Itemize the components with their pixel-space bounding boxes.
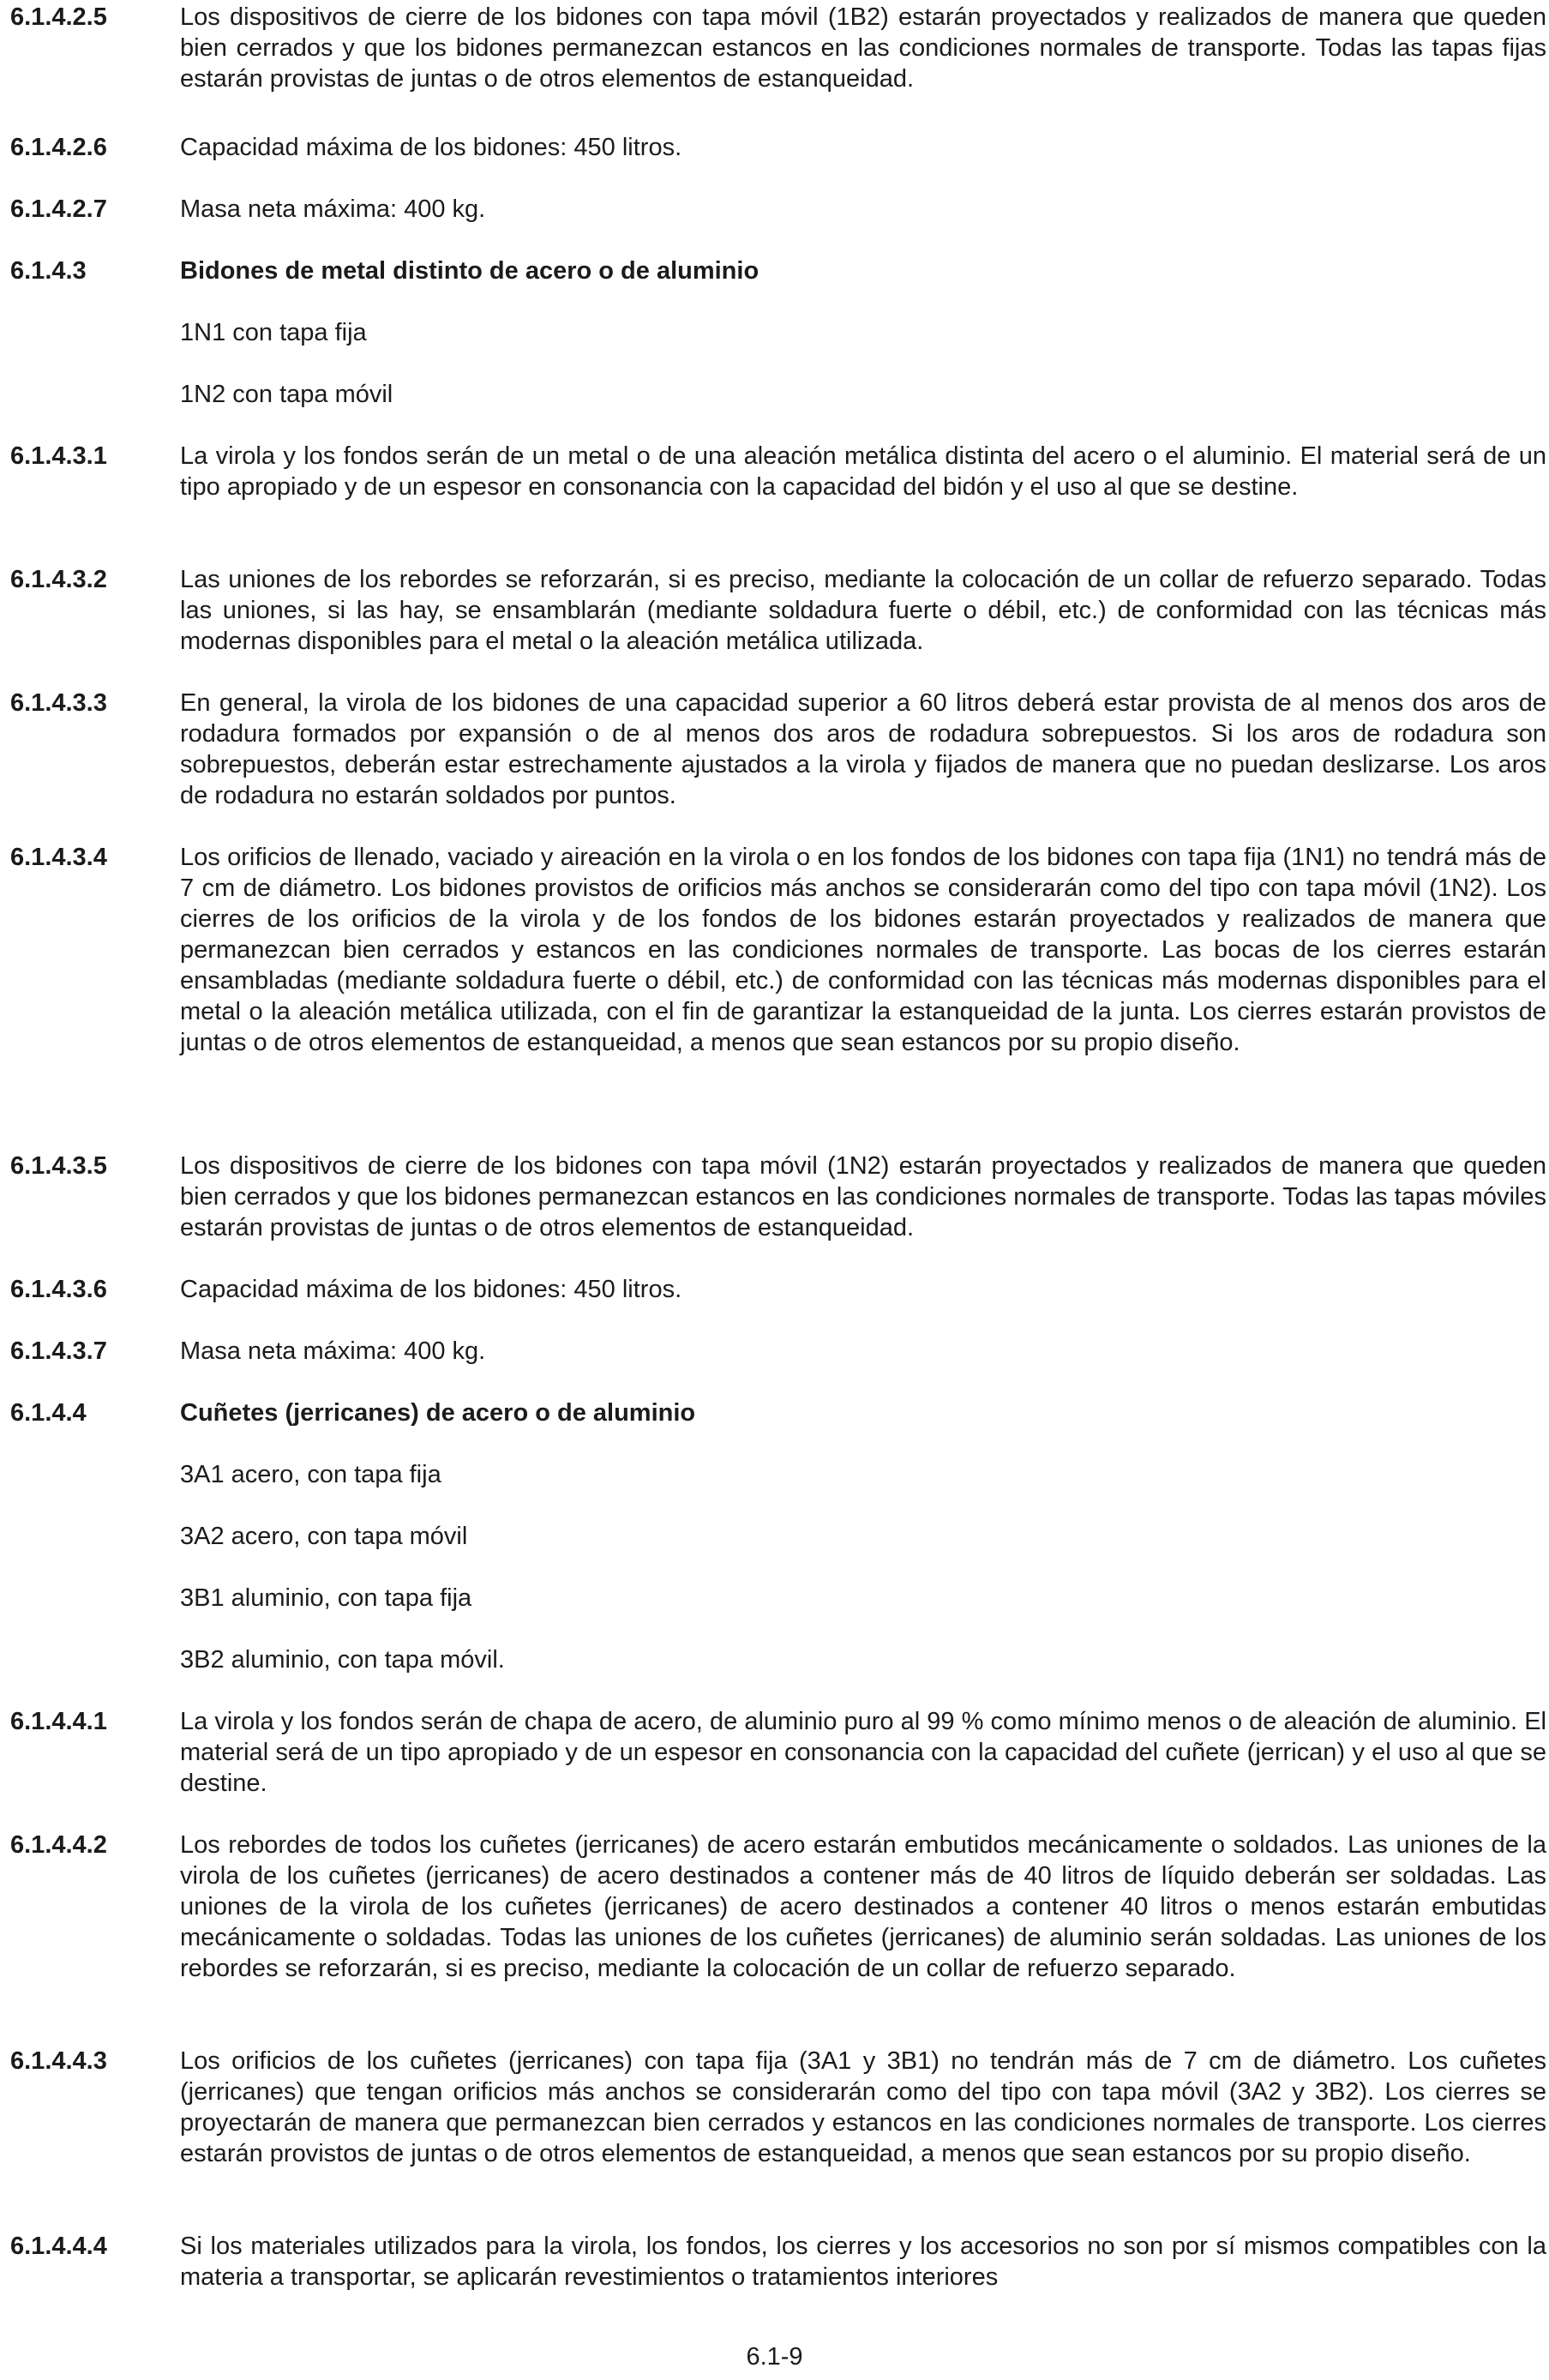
- packaging-code: 3B2 aluminio, con tapa móvil.: [180, 1646, 505, 1674]
- section-6-1-4-3-6: [10, 1274, 1546, 1305]
- section-number: 6.1.4.2.7: [10, 195, 107, 223]
- section-6-1-4-3-7: [10, 1336, 1546, 1367]
- section-text: Masa neta máxima: 400 kg.: [180, 195, 486, 223]
- section-6-1-4-4-4: [10, 2231, 1546, 2293]
- packaging-code: 1N1 con tapa fija: [180, 319, 367, 346]
- section-number: 6.1.4.3.6: [10, 1276, 107, 1303]
- page-number: 6.1-9: [746, 2343, 803, 2371]
- section-6-1-4-2-5: [10, 2, 1546, 94]
- section-number: 6.1.4.3.7: [10, 1337, 107, 1365]
- section-text: Los dispositivos de cierre de los bidones con tapa móvil (1N2) estarán proyectados y realizados de manera que queden bien cerrados y que los bidones permanezcan estancos en las condiciones normales de transporte. Todas las tapas móviles estarán provistas de juntas o de otros elementos de estanqueidad.: [180, 1152, 1546, 1241]
- section-number: 6.1.4.3.1: [10, 442, 107, 470]
- packaging-code: 3B1 aluminio, con tapa fija: [180, 1584, 472, 1612]
- section-text: Los orificios de los cuñetes (jerricanes) con tapa fija (3A1 y 3B1) no tendrán más de 7 cm de diámetro. Los cuñetes (jerricanes) que tengan orificios más anchos se considerarán como del tipo con tapa móvil (3A2 y 3B2). Los cierres se proyectarán de manera que permanezcan bien cerrados y estancos en las condiciones normales de transporte. Los cierres estarán provistos de juntas o de otros elementos de estanqueidad, a menos que sean estancos por su propio diseño.: [180, 2047, 1546, 2167]
- section-text: La virola y los fondos serán de chapa de acero, de aluminio puro al 99 % como mínimo menos o de aleación de aluminio. El material será de un tipo apropiado y de un espesor en consonancia con la capacidad del cuñete (jerrican) y el uso al que se destine.: [180, 1708, 1546, 1797]
- packaging-code: 3A2 acero, con tapa móvil: [180, 1523, 468, 1550]
- section-6-1-4-4-2: [10, 1830, 1546, 1984]
- section-6-1-4-4-1: [10, 1706, 1546, 1799]
- section-6-1-4-2-6: [10, 132, 1546, 163]
- section-number: 6.1.4.2.5: [10, 3, 107, 31]
- section-number: 6.1.4.3.2: [10, 566, 107, 593]
- section-6-1-4-4: [10, 1397, 1546, 1428]
- section-text: Los orificios de llenado, vaciado y aireación en la virola o en los fondos de los bidones con tapa fija (1N1) no tendrá más de 7 cm de diámetro. Los bidones provistos de orificios más anchos se considerarán como del tipo con tapa móvil (1N2). Los cierres de los orificios de la virola y de los fondos de los bidones estarán proyectados y realizados de manera que permanezcan bien cerrados y estancos en las condiciones normales de transporte. Las bocas de los cierres estarán ensambladas (mediante soldadura fuerte o débil, etc.) de conformidad con las técnicas más modernas disponibles para el metal o la aleación metálica utilizada, con el fin de garantizar la estanqueidad de la junta. Los cierres estarán provistos de juntas o de otros elementos de estanqueidad, a menos que sean estancos por su propio diseño.: [180, 844, 1546, 1056]
- section-number: 6.1.4.3: [10, 257, 87, 285]
- section-number: 6.1.4.4: [10, 1399, 87, 1427]
- section-text: En general, la virola de los bidones de una capacidad superior a 60 litros deberá estar provista de al menos dos aros de rodadura formados por expansión o de al menos dos aros de rodadura sobrepuestos. Si los aros de rodadura son sobrepuestos, deberán estar estrechamente ajustados a la virola y fijados de manera que no puedan deslizarse. Los aros de rodadura no estarán soldados por puntos.: [180, 689, 1546, 809]
- section-6-1-4-3-3: [10, 688, 1546, 811]
- section-number: 6.1.4.3.3: [10, 689, 107, 717]
- section-number: 6.1.4.3.4: [10, 844, 107, 871]
- section-text: Los dispositivos de cierre de los bidones con tapa móvil (1B2) estarán proyectados y realizados de manera que queden bien cerrados y que los bidones permanezcan estancos en las condiciones normales de transporte. Todas las tapas fijas estarán provistas de juntas o de otros elementos de estanqueidad.: [180, 3, 1546, 93]
- section-text: Capacidad máxima de los bidones: 450 litros.: [180, 1276, 682, 1303]
- section-number: 6.1.4.4.3: [10, 2047, 107, 2075]
- section-6-1-4-2-7: [10, 194, 1546, 225]
- section-text: Masa neta máxima: 400 kg.: [180, 1337, 486, 1365]
- section-text: Los rebordes de todos los cuñetes (jerricanes) de acero estarán embutidos mecánicamente o soldados. Las uniones de la virola de los cuñetes (jerricanes) de acero destinados a contener más de 40 litros de líquido deberán ser soldadas. Las uniones de la virola de los cuñetes (jerricanes) de acero destinados a contener 40 litros o menos estarán embutidas mecánicamente o soldadas. Todas las uniones de los cuñetes (jerricanes) de aluminio serán soldadas. Las uniones de los rebordes se reforzarán, si es preciso, mediante la colocación de un collar de refuerzo separado.: [180, 1831, 1546, 1982]
- section-6-1-4-3: [10, 255, 1546, 286]
- section-text: Las uniones de los rebordes se reforzarán, si es preciso, mediante la colocación de un collar de refuerzo separado. Todas las uniones, si las hay, se ensamblarán (mediante soldadura fuerte o débil, etc.) de conformidad con las técnicas más modernas disponibles para el metal o la aleación metálica utilizada.: [180, 566, 1546, 655]
- section-6-1-4-3-4: [10, 842, 1546, 1058]
- section-number: 6.1.4.4.4: [10, 2233, 107, 2260]
- section-6-1-4-3-1: [10, 441, 1546, 502]
- section-heading: Bidones de metal distinto de acero o de aluminio: [180, 257, 759, 285]
- packaging-code: 1N2 con tapa móvil: [180, 381, 393, 408]
- section-number: 6.1.4.4.1: [10, 1708, 107, 1735]
- section-number: 6.1.4.2.6: [10, 134, 107, 161]
- section-text: Capacidad máxima de los bidones: 450 litros.: [180, 134, 682, 161]
- section-number: 6.1.4.4.2: [10, 1831, 107, 1859]
- section-heading: Cuñetes (jerricanes) de acero o de aluminio: [180, 1399, 696, 1427]
- section-6-1-4-4-3: [10, 2046, 1546, 2169]
- section-text: La virola y los fondos serán de un metal o de una aleación metálica distinta del acero o el aluminio. El material será de un tipo apropiado y de un espesor en consonancia con la capacidad del bidón y el uso al que se destine.: [180, 442, 1546, 501]
- packaging-code: 3A1 acero, con tapa fija: [180, 1461, 441, 1488]
- section-6-1-4-3-5: [10, 1151, 1546, 1243]
- section-number: 6.1.4.3.5: [10, 1152, 107, 1180]
- section-6-1-4-3-2: [10, 564, 1546, 657]
- section-text: Si los materiales utilizados para la virola, los fondos, los cierres y los accesorios no son por sí mismos compatibles con la materia a transportar, se aplicarán revestimientos o tratamientos interiores: [180, 2233, 1546, 2291]
